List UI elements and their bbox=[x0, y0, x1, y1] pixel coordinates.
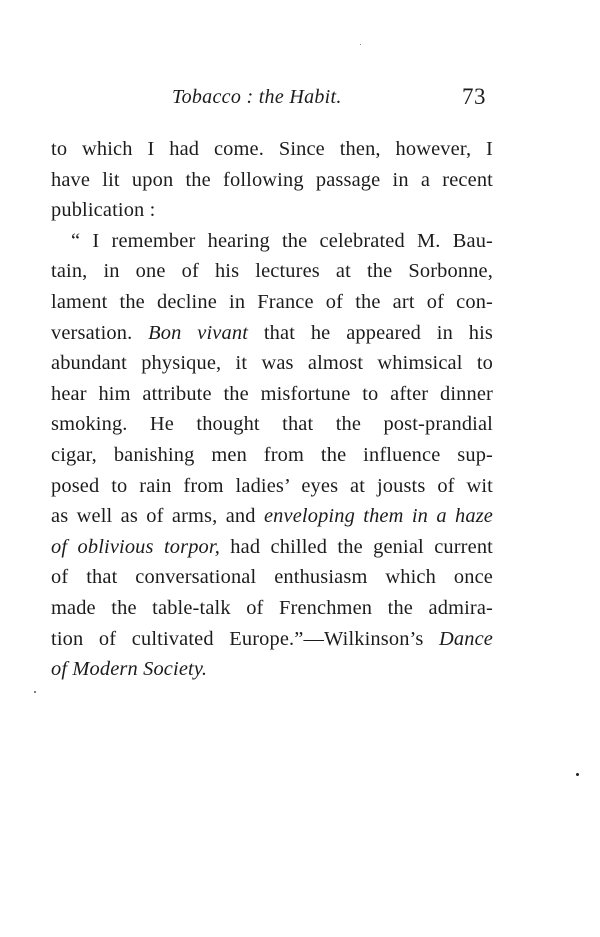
text-line bbox=[51, 379, 493, 410]
text-segment: lament the decline in France of the art of con- bbox=[51, 290, 493, 313]
text-line bbox=[51, 195, 493, 226]
text-segment: versation. bbox=[51, 321, 149, 344]
text-segment: tion of cultivated Europe.”—Wilkinson’s bbox=[51, 627, 440, 650]
text-segment: abundant physique, it was almost whimsical to bbox=[51, 352, 493, 375]
running-head bbox=[0, 82, 600, 116]
text-segment: publication : bbox=[51, 199, 156, 222]
text-segment: have lit upon the following passage in a recent bbox=[51, 168, 493, 191]
italic-text-segment: of Modern Society. bbox=[51, 658, 208, 681]
text-segment: hear him attribute the misfortune to after dinner bbox=[51, 382, 493, 405]
text-line bbox=[51, 654, 493, 685]
text-segment: posed to rain from ladies’ eyes at jousts of wit bbox=[51, 474, 493, 497]
text-line bbox=[51, 532, 493, 563]
text-line bbox=[51, 440, 493, 471]
text-segment: tain, in one of his lectures at the Sorbonne, bbox=[51, 260, 493, 283]
text-line bbox=[51, 562, 493, 593]
italic-text-segment: Bon vivant bbox=[148, 321, 249, 344]
text-segment: “ I remember hearing the celebrated M. Bau- bbox=[71, 229, 493, 252]
text-line bbox=[51, 409, 493, 440]
text-line bbox=[51, 318, 493, 349]
text-line bbox=[51, 256, 493, 287]
text-line bbox=[51, 593, 493, 624]
text-line bbox=[51, 287, 493, 318]
italic-text-segment: enveloping them in a haze bbox=[263, 505, 493, 528]
print-speck bbox=[576, 773, 579, 776]
text-line bbox=[51, 348, 493, 379]
text-segment: smoking. He thought that the post-prandial bbox=[51, 413, 493, 436]
text-segment: of that conversational enthusiasm which once bbox=[51, 566, 493, 589]
body-text bbox=[51, 134, 493, 685]
text-segment: that he appeared in his bbox=[248, 321, 494, 344]
text-line bbox=[51, 624, 493, 655]
text-line bbox=[51, 501, 493, 532]
text-segment: cigar, banishing men from the influence sup- bbox=[51, 443, 493, 466]
text-line bbox=[51, 134, 493, 165]
text-segment: had chilled the genial current bbox=[219, 535, 493, 558]
print-speck bbox=[34, 691, 36, 693]
italic-text-segment: Dance bbox=[439, 627, 493, 650]
text-line bbox=[51, 471, 493, 502]
text-segment: made the table-talk of Frenchmen the admira- bbox=[51, 596, 493, 619]
text-line bbox=[51, 226, 493, 257]
page-number: 73 bbox=[462, 84, 486, 109]
text-line bbox=[51, 165, 493, 196]
italic-text-segment: of oblivious torpor, bbox=[51, 535, 220, 558]
print-speck bbox=[360, 44, 361, 45]
running-title: Tobacco : the Habit. bbox=[172, 86, 342, 108]
text-segment: as well as of arms, and bbox=[51, 505, 264, 528]
text-segment: to which I had come. Since then, however, I bbox=[51, 138, 493, 160]
